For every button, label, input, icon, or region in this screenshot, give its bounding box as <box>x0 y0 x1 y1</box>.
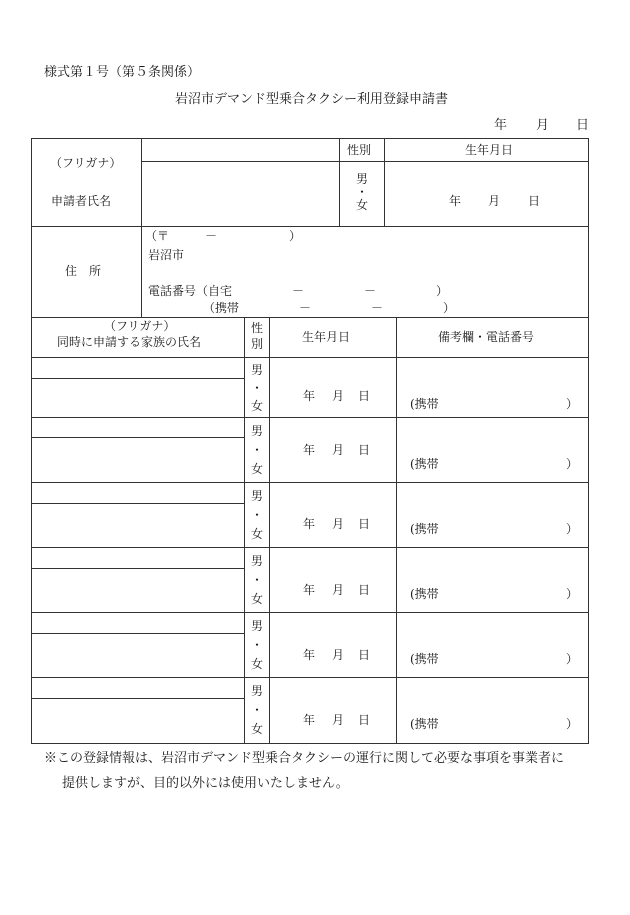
family-name-field[interactable] <box>33 570 243 611</box>
family-name-field[interactable] <box>33 635 243 676</box>
address-city: 岩沼市 <box>148 248 185 262</box>
family-header-birth: 生年月日 <box>302 330 351 344</box>
address-postal[interactable]: （〒 － ） <box>145 229 302 243</box>
family-mobile-label[interactable]: (携帯 <box>410 397 439 411</box>
family-mobile-label[interactable]: (携帯 <box>410 522 439 536</box>
family-birth-year: 年 <box>303 713 316 727</box>
family-mobile-label[interactable]: (携帯 <box>410 457 439 471</box>
family-mobile-close: ） <box>566 457 579 471</box>
applicant-gender-dot: ・ <box>356 185 369 199</box>
footer-note-line-2: 提供しますが、目的以外には使用いたしません。 <box>62 776 349 791</box>
applicant-birth-year: 年 <box>449 194 462 208</box>
family-gender-male[interactable]: 男 <box>251 424 264 438</box>
family-birth-month: 月 <box>332 517 345 531</box>
family-furigana-field[interactable] <box>33 614 243 632</box>
applicant-furigana-label: （フリガナ） <box>50 156 122 170</box>
family-furigana-field[interactable] <box>33 484 243 502</box>
registration-table <box>31 138 589 744</box>
family-furigana-field[interactable] <box>33 549 243 567</box>
family-gender-female[interactable]: 女 <box>251 722 264 736</box>
date-month-label: 月 <box>536 118 550 133</box>
applicant-name-label: 申請者氏名 <box>51 194 112 208</box>
family-gender-male[interactable]: 男 <box>251 363 264 377</box>
family-mobile-close: ） <box>566 397 579 411</box>
family-gender-dot: ・ <box>251 381 264 395</box>
applicant-furigana-field[interactable] <box>143 139 338 160</box>
family-mobile-close: ） <box>566 652 579 666</box>
family-birth-month: 月 <box>332 583 345 597</box>
family-header-note: 備考欄・電話番号 <box>438 330 535 344</box>
family-birth-year: 年 <box>303 443 316 457</box>
applicant-birth-day: 日 <box>528 194 541 208</box>
family-birth-day: 日 <box>358 443 371 457</box>
form-title: 岩沼市デマンド型乗合タクシー利用登録申請書 <box>175 92 449 107</box>
family-gender-female[interactable]: 女 <box>251 399 264 413</box>
family-gender-dot: ・ <box>251 638 264 652</box>
family-birth-year: 年 <box>303 583 316 597</box>
applicant-gender-male[interactable]: 男 <box>356 172 369 186</box>
applicant-gender-female[interactable]: 女 <box>356 198 369 212</box>
phone-mobile[interactable]: （携帯 － － ） <box>203 301 456 315</box>
family-birth-day: 日 <box>358 713 371 727</box>
family-name-field[interactable] <box>33 380 243 416</box>
family-furigana-field[interactable] <box>33 679 243 697</box>
family-birth-month: 月 <box>332 648 345 662</box>
family-gender-female[interactable]: 女 <box>251 462 264 476</box>
family-name-field[interactable] <box>33 505 243 546</box>
family-gender-female[interactable]: 女 <box>251 592 264 606</box>
family-furigana-field[interactable] <box>33 419 243 436</box>
family-birth-month: 月 <box>332 443 345 457</box>
family-header-furigana: （フリガナ） <box>104 319 176 333</box>
family-birth-month: 月 <box>332 713 345 727</box>
family-mobile-close: ） <box>566 522 579 536</box>
family-header-gender-1: 性 <box>251 321 264 335</box>
family-gender-dot: ・ <box>251 508 264 522</box>
family-birth-day: 日 <box>358 583 371 597</box>
family-birth-month: 月 <box>332 389 345 403</box>
family-gender-male[interactable]: 男 <box>251 554 264 568</box>
family-header-name: 同時に申請する家族の氏名 <box>57 335 202 349</box>
family-gender-female[interactable]: 女 <box>251 657 264 671</box>
date-year-label: 年 <box>494 118 508 133</box>
form-number: 様式第１号（第５条関係） <box>44 65 201 80</box>
applicant-name-field[interactable] <box>143 163 338 225</box>
family-birth-year: 年 <box>303 517 316 531</box>
family-birth-day: 日 <box>358 517 371 531</box>
footer-note-line-1: ※この登録情報は、岩沼市デマンド型乗合タクシーの運行に関して必要な事項を事業者に <box>44 751 565 766</box>
date-day-label: 日 <box>576 118 590 133</box>
family-mobile-label[interactable]: (携帯 <box>410 652 439 666</box>
family-mobile-label[interactable]: (携帯 <box>410 717 439 731</box>
family-header-gender-2: 別 <box>251 337 264 351</box>
address-label: 住 所 <box>65 264 102 278</box>
applicant-gender-header: 性別 <box>347 143 372 157</box>
family-mobile-label[interactable]: (携帯 <box>410 587 439 601</box>
family-birth-day: 日 <box>358 648 371 662</box>
family-gender-female[interactable]: 女 <box>251 527 264 541</box>
family-gender-male[interactable]: 男 <box>251 489 264 503</box>
phone-home[interactable]: 電話番号（自宅 － － ） <box>148 284 449 298</box>
family-mobile-close: ） <box>566 587 579 601</box>
family-birth-day: 日 <box>358 389 371 403</box>
family-gender-male[interactable]: 男 <box>251 619 264 633</box>
applicant-birth-month: 月 <box>488 194 501 208</box>
family-name-field[interactable] <box>33 700 243 742</box>
family-gender-male[interactable]: 男 <box>251 684 264 698</box>
family-birth-year: 年 <box>303 389 316 403</box>
family-gender-dot: ・ <box>251 703 264 717</box>
family-name-field[interactable] <box>33 439 243 481</box>
family-birth-year: 年 <box>303 648 316 662</box>
family-gender-dot: ・ <box>251 573 264 587</box>
family-furigana-field[interactable] <box>33 359 243 377</box>
applicant-birth-header: 生年月日 <box>465 143 514 157</box>
family-gender-dot: ・ <box>251 443 264 457</box>
family-mobile-close: ） <box>566 717 579 731</box>
